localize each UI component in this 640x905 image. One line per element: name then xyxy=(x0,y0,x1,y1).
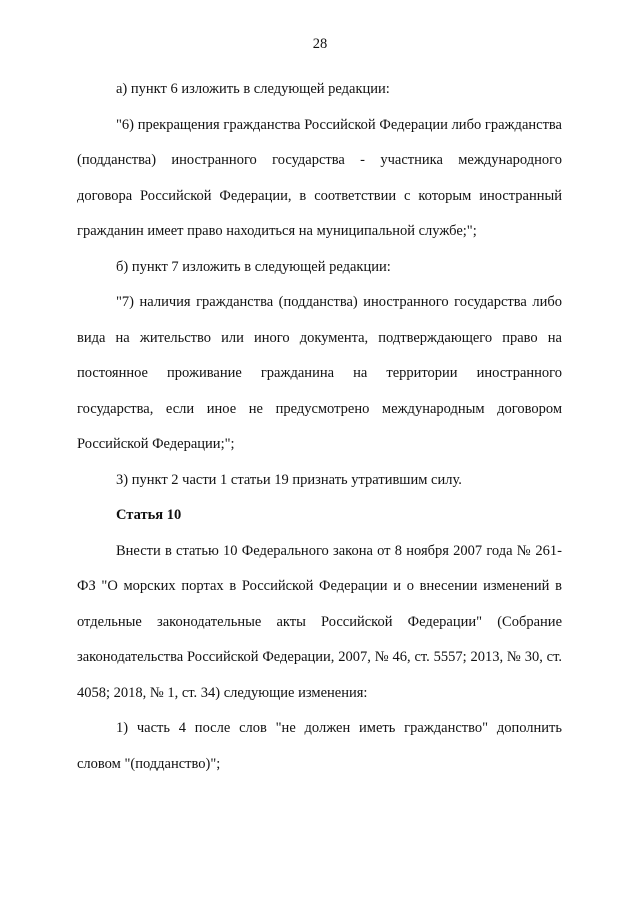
paragraph-article-10-intro: Внести в статью 10 Федерального закона от 8 ноября 2007 года № 261-ФЗ "О морских портах в Российской Федерации и о внесении изменений в отдельные законодательные акты Российской Федерации" (Собрание законодательства Российской Федерации, 2007, № 46, ст. 5557; 2013, № 30, ст. 4058; 2018, № 1, ст. 34) следующие изменения: xyxy=(77,542,562,701)
document-body xyxy=(77,72,562,782)
paragraph-article-10-item-1: 1) часть 4 после слов "не должен иметь гражданство" дополнить словом "(подданство)"; xyxy=(77,720,562,772)
paragraph-item-7-text: "7) наличия гражданства (подданства) иностранного государства либо вида на жительство или иного документа, подтверждающего право на постоянное проживание гражданина на территории иностранного государства, если иное не предусмотрено международным договором Российской Федерации;"; xyxy=(77,294,562,452)
article-heading: Статья 10 xyxy=(116,507,182,523)
paragraph-item-3: 3) пункт 2 части 1 статьи 19 признать утратившим силу. xyxy=(116,471,462,488)
paragraph-item-a: а) пункт 6 изложить в следующей редакции: xyxy=(116,81,390,97)
paragraph-item-b: б) пункт 7 изложить в следующей редакции: xyxy=(116,258,391,275)
paragraph-item-6-text: "6) прекращения гражданства Российской Федерации либо гражданства (подданства) иностранного государства - участника международного договора Российской Федерации, в соответствии с которым иностранный гражданин имеет право находиться на муниципальной службе;"; xyxy=(77,116,562,239)
page-number: 28 xyxy=(312,36,328,52)
